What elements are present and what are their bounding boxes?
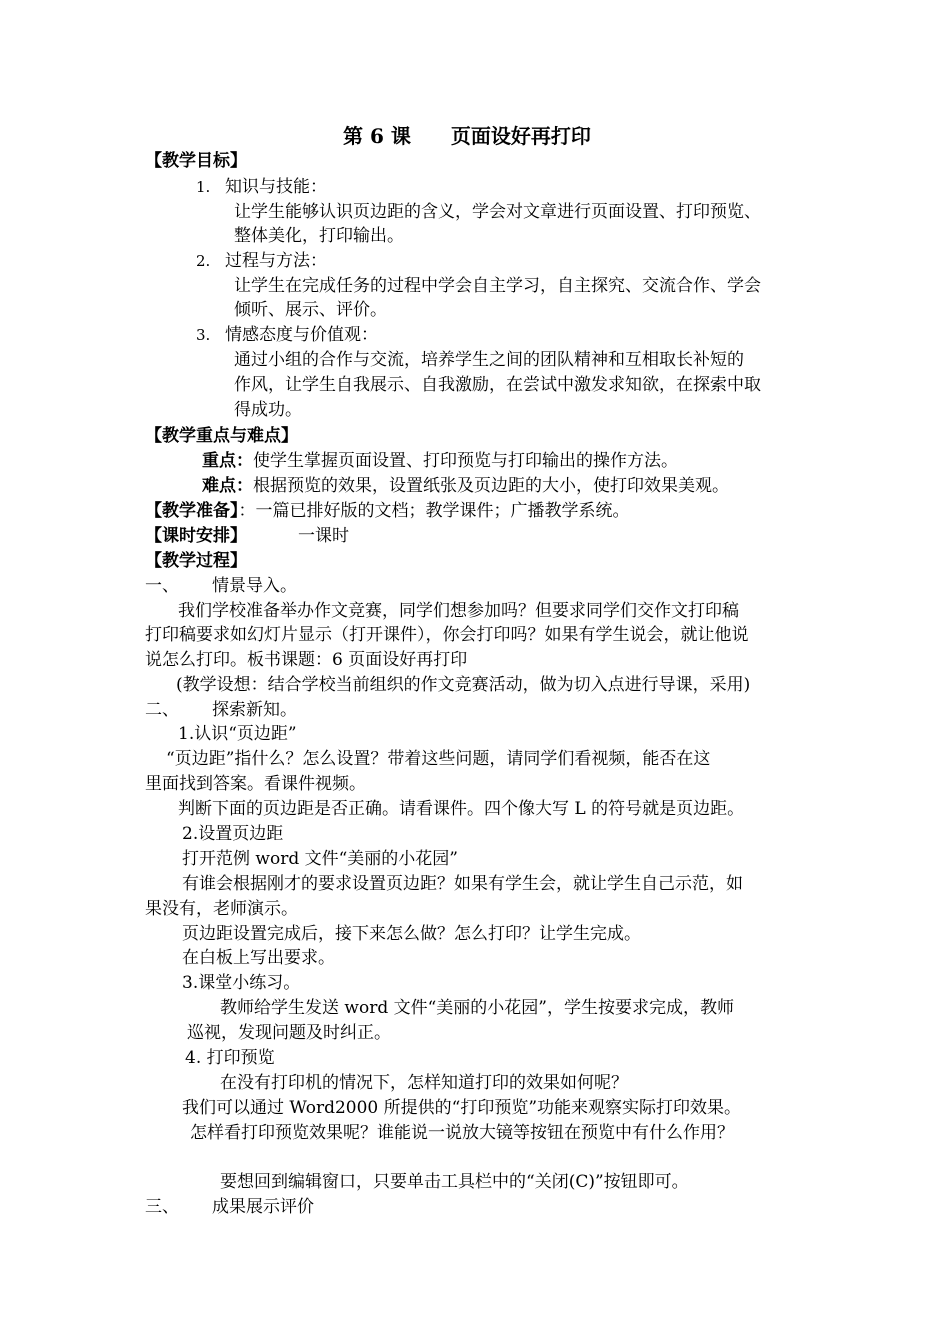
section-2-line-1: 1.认识“页边距” [178, 724, 297, 744]
page-title: 第 6 课 页面设好再打印 [343, 124, 591, 148]
section-2-line-17: 怎样看打印预览效果呢？谁能说一说放大镜等按钮在预览中有什么作用？ [190, 1123, 734, 1143]
objective-2-line-2: 倾听、展示、评价。 [234, 300, 387, 320]
schedule-text: 一课时 [298, 526, 349, 546]
objective-2-number: 2. [196, 252, 211, 270]
objective-3-line-2: 作风，让学生自我展示、自我激励，在尝试中激发求知欲，在探索中取 [234, 375, 761, 395]
section-2-line-4: 判断下面的页边距是否正确。请看课件。四个像大写 L 的符号就是页边距。 [178, 799, 745, 819]
section-2-line-14: 4. 打印预览 [185, 1048, 275, 1068]
objectives-heading: 【教学目标】 [145, 151, 247, 171]
objective-1-line-1: 让学生能够认识页边距的含义，学会对文章进行页面设置、打印预览、 [234, 202, 761, 222]
objective-3-line-3: 得成功。 [234, 400, 302, 420]
schedule-heading: 【课时安排】 [145, 526, 247, 546]
section-3-title: 成果展示评价 [212, 1197, 314, 1217]
key-points-heading: 【教学重点与难点】 [145, 426, 298, 446]
section-1-line-1: 我们学校准备举办作文竞赛，同学们想参加吗？但要求同学们交作文打印稿 [178, 601, 739, 621]
difficulty-label: 难点： [202, 476, 253, 496]
objective-1-line-2: 整体美化，打印输出。 [234, 226, 404, 246]
section-2-line-6: 打开范例 word 文件“美丽的小花园” [182, 849, 458, 869]
section-2-line-11: 3.课堂小练习。 [182, 973, 301, 993]
section-2-line-7: 有谁会根据刚才的要求设置页边距？如果有学生会，就让学生自己示范，如 [182, 874, 743, 894]
process-heading: 【教学过程】 [145, 551, 247, 571]
preparation-line [145, 499, 630, 523]
objective-1-number: 1. [196, 178, 211, 196]
section-2-number: 二、 [145, 700, 179, 720]
focus-line [202, 449, 678, 473]
section-2-line-5: 2.设置页边距 [182, 824, 284, 844]
section-1-line-3: 说怎么打印。板书课题：6 页面设好再打印 [145, 650, 468, 670]
section-2-line-15: 在没有打印机的情况下，怎样知道打印的效果如何呢？ [220, 1073, 628, 1093]
section-1-line-2: 打印稿要求如幻灯片显示（打开课件），你会打印吗？如果有学生说会，就让他说 [145, 625, 749, 645]
focus-label: 重点： [202, 451, 253, 471]
objective-3-label: 情感态度与价值观： [225, 325, 378, 345]
section-1-line-4: (教学设想：结合学校当前组织的作文竞赛活动，做为切入点进行导课，采用) [176, 675, 751, 695]
objective-1-label: 知识与技能： [225, 177, 327, 197]
section-1-title: 情景导入。 [212, 576, 297, 596]
section-2-title: 探索新知。 [212, 700, 297, 720]
section-2-line-8: 果没有，老师演示。 [145, 899, 298, 919]
section-3-number: 三、 [145, 1197, 179, 1217]
section-2-line-18: 要想回到编辑窗口，只要单击工具栏中的“关闭(C)”按钮即可。 [220, 1172, 689, 1192]
section-2-line-10: 在白板上写出要求。 [182, 948, 335, 968]
difficulty-text: 根据预览的效果，设置纸张及页边距的大小，使打印效果美观。 [253, 476, 729, 496]
section-2-line-9: 页边距设置完成后，接下来怎么做？怎么打印？让学生完成。 [182, 924, 641, 944]
section-2-line-2: “页边距”指什么？怎么设置？带着这些问题，请同学们看视频，能否在这 [166, 749, 711, 769]
objective-2-line-1: 让学生在完成任务的过程中学会自主学习，自主探究、交流合作、学会 [234, 276, 761, 296]
section-2-line-3: 里面找到答案。看课件视频。 [145, 774, 366, 794]
preparation-text: ：一篇已排好版的文档；教学课件；广播教学系统。 [238, 501, 630, 521]
objective-2-label: 过程与方法： [225, 251, 327, 271]
difficulty-line [202, 474, 729, 498]
preparation-heading: 【教学准备】 [145, 501, 239, 521]
section-2-line-12: 教师给学生发送 word 文件“美丽的小花园”，学生按要求完成，教师 [220, 998, 734, 1018]
section-2-line-13: 巡视，发现问题及时纠正。 [187, 1023, 391, 1043]
section-2-line-16: 我们可以通过 Word2000 所提供的“打印预览”功能来观察实际打印效果。 [182, 1098, 742, 1118]
focus-text: 使学生掌握页面设置、打印预览与打印输出的操作方法。 [253, 451, 678, 471]
objective-3-number: 3. [196, 326, 211, 344]
objective-3-line-1: 通过小组的合作与交流，培养学生之间的团队精神和互相取长补短的 [234, 350, 744, 370]
section-1-number: 一、 [145, 576, 179, 596]
